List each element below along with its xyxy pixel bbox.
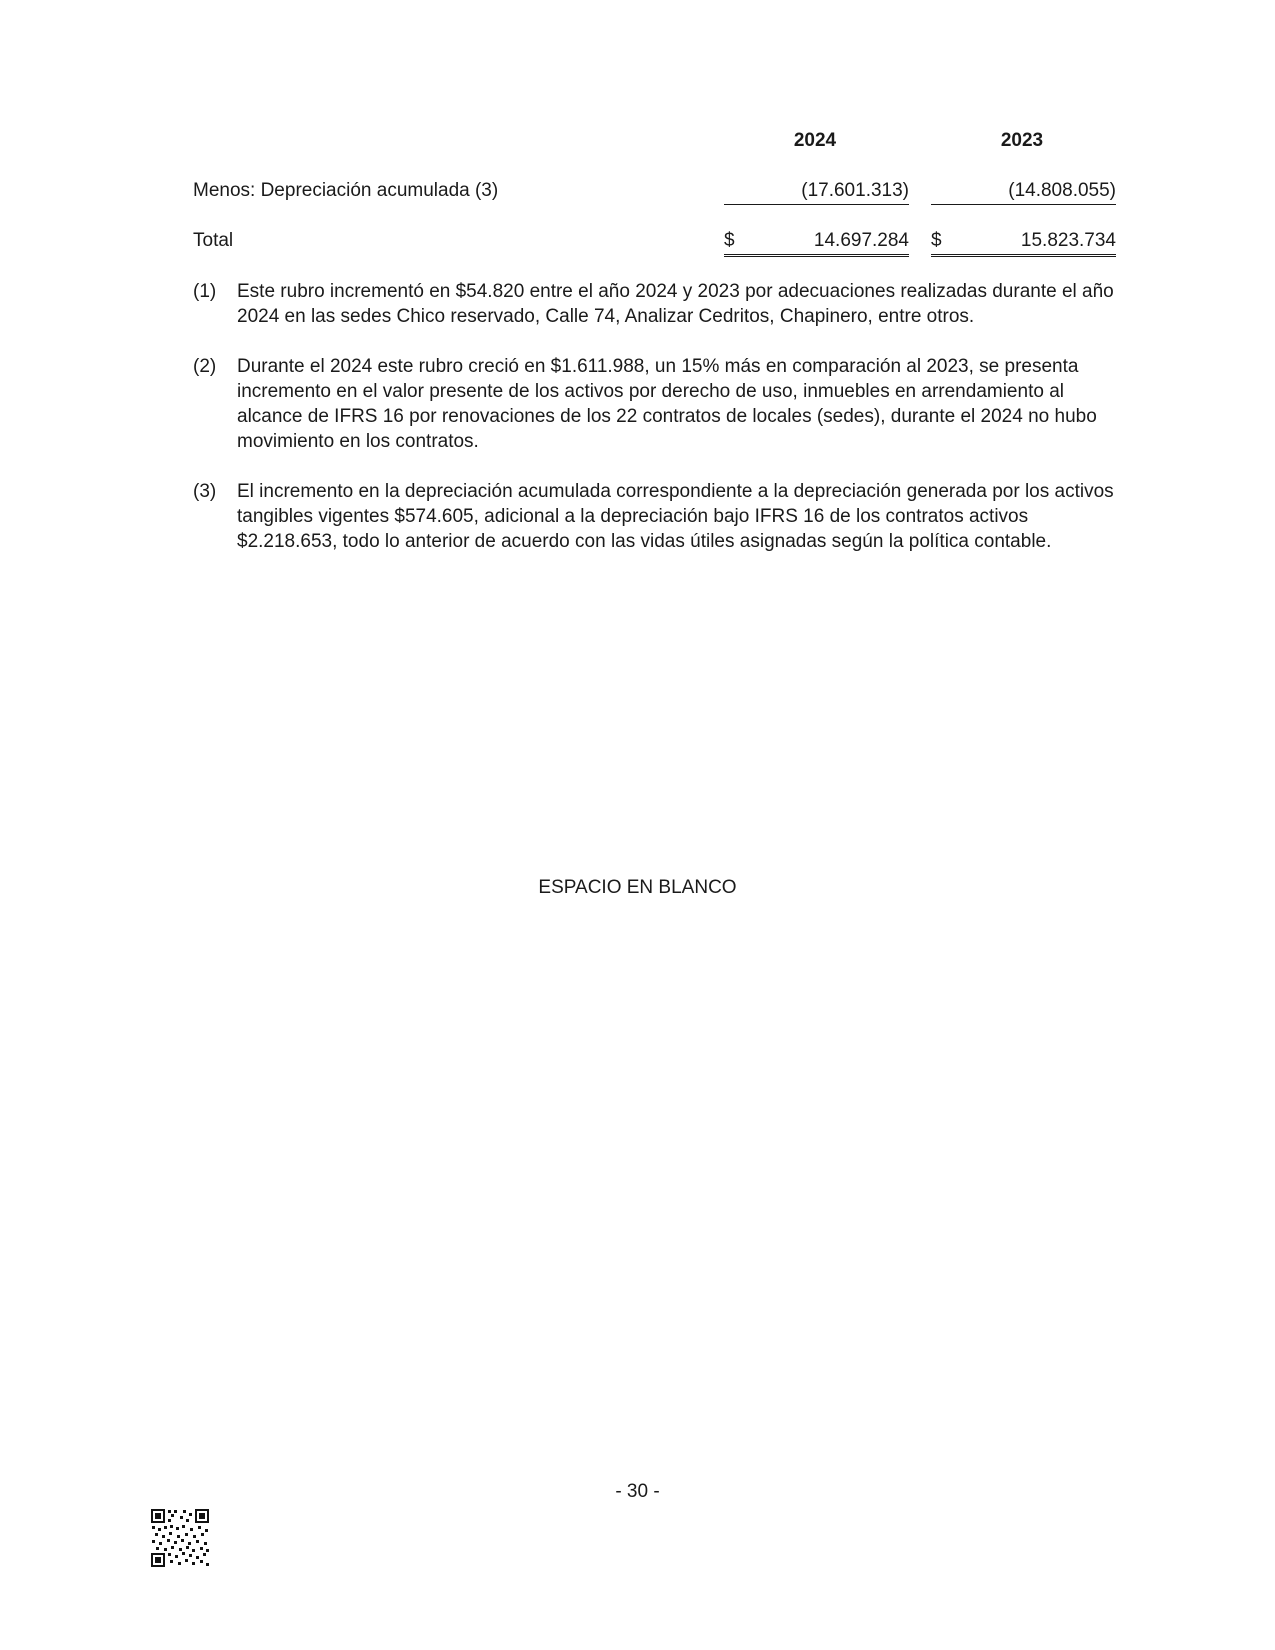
row-label-total: Total xyxy=(193,230,234,251)
cell-depreciacion-2023 xyxy=(931,180,1116,205)
cell-total-2023 xyxy=(931,230,1116,257)
value-depreciacion-2023: (14.808.055) xyxy=(1008,180,1116,201)
value-total-2024: 14.697.284 xyxy=(813,230,909,251)
note-marker: (1) xyxy=(193,281,217,302)
note-marker: (2) xyxy=(193,356,217,377)
value-depreciacion-2024: (17.601.313) xyxy=(801,180,909,201)
column-header-2024: 2024 xyxy=(793,130,837,151)
value-total-2023: 15.823.734 xyxy=(1020,230,1116,251)
note-3 xyxy=(193,479,1123,557)
note-text: El incremento en la depreciación acumulada correspondiente a la depreciación generada por los activos tangibles vigentes $574.605, adicional a la depreciación bajo IFRS 16 de los contratos activos $2.218.653, todo lo anterior de acuerdo con las vidas útiles asignadas según la política contable. xyxy=(237,481,1114,552)
note-marker: (3) xyxy=(193,481,217,502)
qr-code-graphic xyxy=(150,1508,210,1568)
cell-total-2024 xyxy=(724,230,909,257)
cell-depreciacion-2024 xyxy=(724,180,909,205)
note-text: Durante el 2024 este rubro creció en $1.611.988, un 15% más en comparación al 2023, se presenta incremento en el valor presente de los activos por derecho de uso, inmuebles en arrendamiento al alcance de IFRS 16 por renovaciones de los 22 contratos de locales (sedes), durante el 2024 no hubo movimiento en los contratos. xyxy=(237,356,1097,452)
note-1 xyxy=(193,279,1123,331)
currency-symbol: $ xyxy=(931,230,942,251)
column-header-2023: 2023 xyxy=(1000,130,1044,151)
blank-space-label: ESPACIO EN BLANCO xyxy=(538,877,737,898)
qr-code-icon xyxy=(150,1508,210,1568)
note-text: Este rubro incrementó en $54.820 entre el año 2024 y 2023 por adecuaciones realizadas durante el año 2024 en las sedes Chico reservado, Calle 74, Analizar Cedritos, Chapinero, entre otros. xyxy=(237,281,1114,327)
note-2 xyxy=(193,354,1123,456)
row-label-depreciacion: Menos: Depreciación acumulada (3) xyxy=(193,180,499,201)
page-number: - 30 - xyxy=(615,1481,660,1502)
currency-symbol: $ xyxy=(724,230,735,251)
